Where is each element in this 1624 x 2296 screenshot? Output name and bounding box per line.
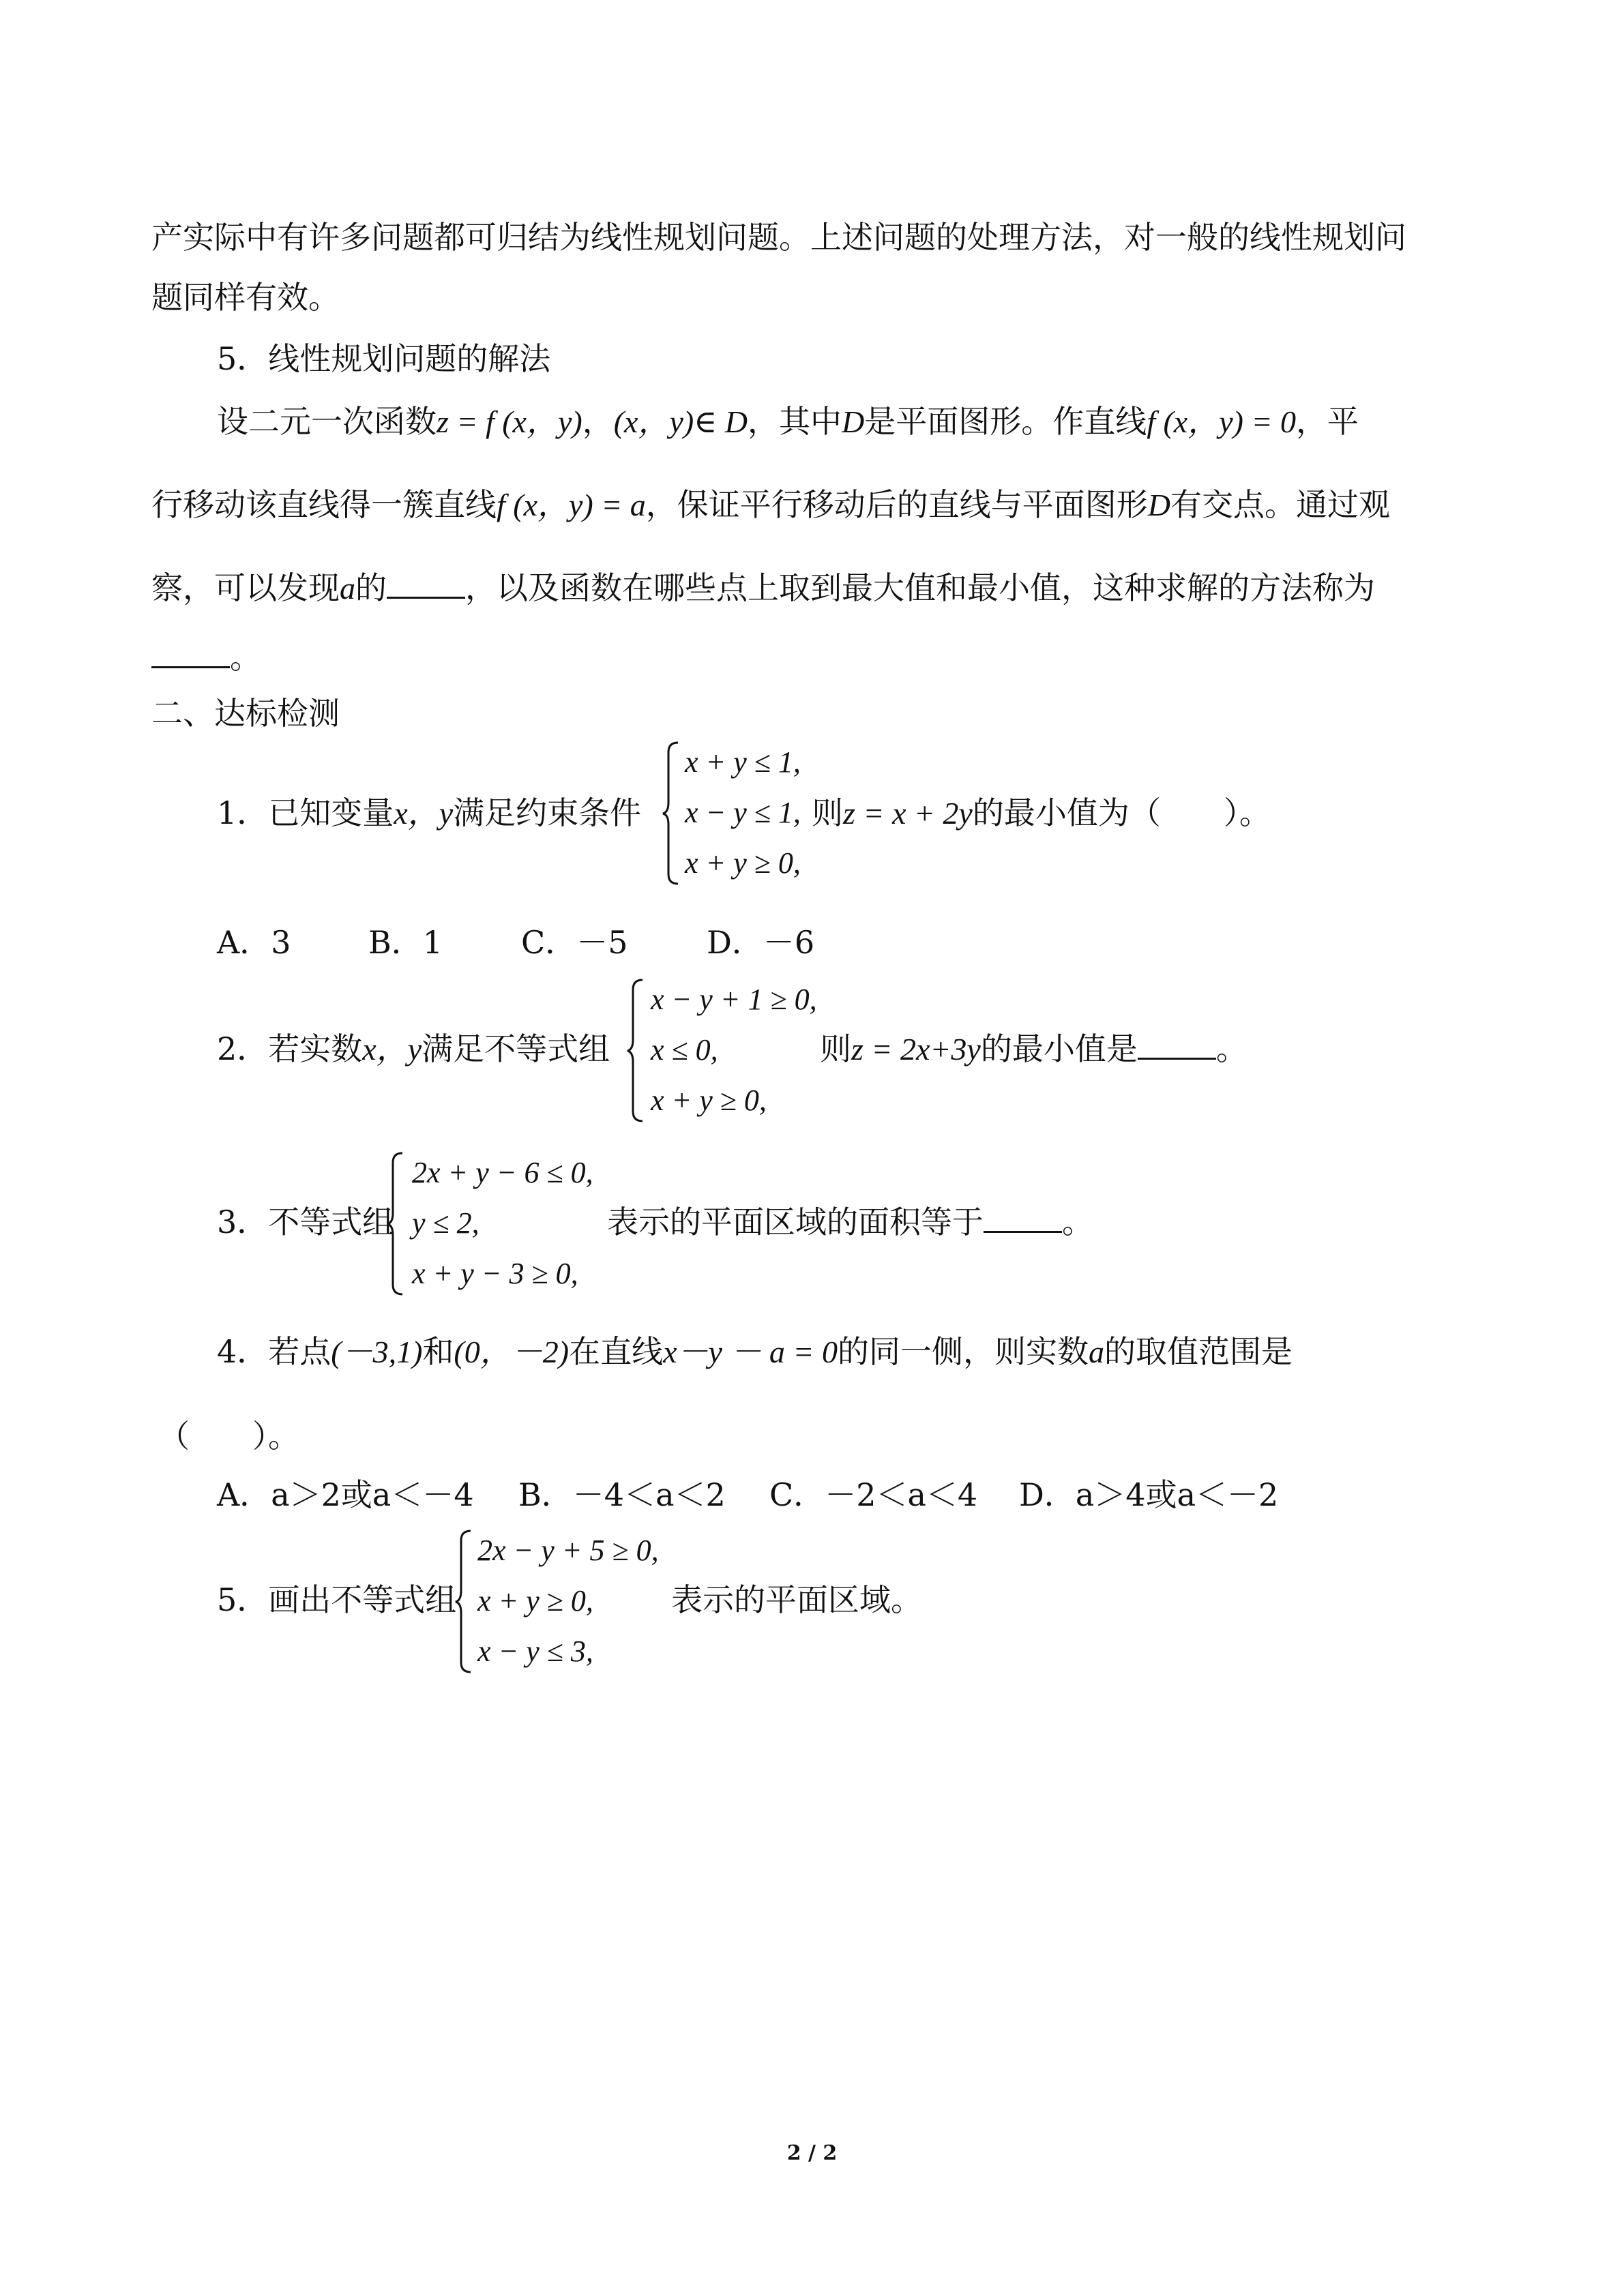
text: ，以及函数在哪些点上取到最大值和最小值，这种求解的方法称为 — [465, 569, 1375, 606]
formula-line: f (x，y) = 0 — [1147, 404, 1296, 439]
q5-constraint-2: x + y ≥ 0, — [477, 1584, 593, 1617]
text: 。 — [230, 639, 261, 676]
text: 的同一侧，则实数 — [837, 1333, 1089, 1370]
text: 和 — [422, 1333, 454, 1370]
text: 的最小值是 — [980, 1030, 1138, 1067]
section-5-line-3 — [151, 567, 1375, 609]
q3-constraint-3: x + y − 3 ≥ 0, — [412, 1257, 578, 1290]
text: 在直线 — [569, 1333, 664, 1370]
q2-constraint-3: x + y ≥ 0, — [651, 1084, 767, 1117]
var-a: a — [1088, 1335, 1104, 1369]
section-5-line-4 — [151, 637, 261, 678]
var-D: D — [1147, 488, 1171, 522]
q5-stem-end: 表示的平面区域。 — [671, 1581, 922, 1618]
text: 4．若点 — [217, 1333, 331, 1370]
text: 行移动该直线得一簇直线 — [151, 486, 497, 523]
q4-option-d[interactable]: D．a＞4或a＜－2 — [1019, 1476, 1279, 1513]
text: 满足约束条件 — [453, 794, 642, 831]
text: ，平 — [1295, 403, 1359, 440]
q3-stem-end — [607, 1202, 1093, 1242]
section-2-heading: 二、达标检测 — [151, 695, 340, 732]
section-5-line-2 — [151, 484, 1390, 526]
formula-z-f: z = f (x，y) — [437, 404, 582, 439]
q1-constraint-3: x + y ≥ 0, — [685, 846, 801, 880]
text: 1．已知变量 — [217, 794, 394, 831]
q5-constraint-3: x − y ≤ 3, — [477, 1635, 593, 1668]
vars: x，y — [394, 796, 454, 831]
q1-brace — [662, 740, 682, 886]
point-2: (0，－2) — [454, 1335, 570, 1369]
text: 的最小值为（ ）。 — [972, 794, 1271, 831]
q1-option-c[interactable]: C．－5 — [521, 924, 628, 961]
q4-paren: （ ）。 — [158, 1418, 299, 1455]
fill-blank-2[interactable] — [151, 639, 230, 668]
q1-stem — [217, 792, 641, 834]
text: 则 — [820, 1030, 851, 1067]
text: 有交点。通过观 — [1170, 486, 1391, 523]
target: z = x + 2y — [843, 796, 973, 831]
q4-option-a[interactable]: A．a＞2或a＜－4 — [217, 1476, 474, 1513]
q2-stem — [217, 1028, 610, 1070]
q3-constraint-1: 2x + y − 6 ≤ 0, — [412, 1156, 593, 1189]
text: 的 — [355, 569, 387, 606]
text: ， — [582, 403, 614, 440]
q2-answer-blank[interactable] — [1138, 1030, 1216, 1060]
text: 满足不等式组 — [422, 1030, 610, 1067]
point-1: (－3,1) — [331, 1335, 423, 1369]
text: 。 — [1062, 1204, 1093, 1240]
q1-stem-end — [812, 792, 1271, 834]
text: 表示的平面区域的面积等于 — [607, 1204, 984, 1240]
section-5-heading: 5．线性规划问题的解法 — [217, 340, 551, 377]
q1-option-b[interactable]: B．1 — [368, 924, 443, 961]
q1-option-d[interactable]: D．－6 — [707, 924, 815, 961]
text: 察，可以发现 — [151, 569, 340, 606]
text: 。 — [1215, 1030, 1247, 1067]
q2-brace — [626, 977, 647, 1124]
q3-brace — [386, 1150, 407, 1297]
intro-line-2: 题同样有效。 — [151, 279, 340, 316]
text: 则 — [812, 794, 843, 831]
q4-option-b[interactable]: B．－4＜a＜2 — [518, 1476, 726, 1513]
q2-constraint-2: x ≤ 0, — [651, 1033, 718, 1067]
intro-line-1: 产实际中有许多问题都可归结为线性规划问题。上述问题的处理方法，对一般的线性规划问 — [151, 219, 1406, 256]
q5-stem: 5．画出不等式组 — [217, 1581, 457, 1618]
text: 2．若实数 — [217, 1030, 363, 1067]
target: z = 2x+3y — [851, 1032, 981, 1067]
var-D: D — [841, 404, 865, 439]
section-5-line-1 — [217, 401, 1359, 443]
q4-option-c[interactable]: C．－2＜a＜4 — [769, 1476, 978, 1513]
q3-answer-blank[interactable] — [984, 1204, 1062, 1233]
formula-line-a: f (x，y) = a — [497, 488, 646, 522]
text: 的取值范围是 — [1104, 1333, 1293, 1370]
q2-constraint-1: x − y + 1 ≥ 0, — [651, 983, 817, 1016]
q5-constraint-1: 2x − y + 5 ≥ 0, — [477, 1534, 659, 1567]
q1-constraint-2: x − y ≤ 1, — [685, 796, 801, 829]
vars: x，y — [362, 1032, 422, 1067]
text: 是平面图形。作直线 — [864, 403, 1147, 440]
page-number: 2 / 2 — [786, 2141, 838, 2165]
line-eq: x－y － a = 0 — [663, 1335, 838, 1369]
fill-blank-1[interactable] — [387, 569, 465, 599]
q2-stem-end — [820, 1028, 1247, 1070]
q1-option-a[interactable]: A．3 — [217, 924, 291, 961]
q3-stem: 3．不等式组 — [217, 1204, 394, 1240]
formula-domain: (x，y)∈ D — [613, 404, 748, 439]
q3-constraint-2: y ≤ 2, — [412, 1206, 479, 1240]
var-a: a — [340, 571, 355, 606]
text: 设二元一次函数 — [217, 403, 437, 440]
text: ，保证平行移动后的直线与平面图形 — [645, 486, 1148, 523]
q4-stem — [217, 1331, 1293, 1373]
text: ，其中 — [747, 403, 842, 440]
q5-brace — [454, 1528, 475, 1675]
q1-constraint-1: x + y ≤ 1, — [685, 745, 801, 779]
